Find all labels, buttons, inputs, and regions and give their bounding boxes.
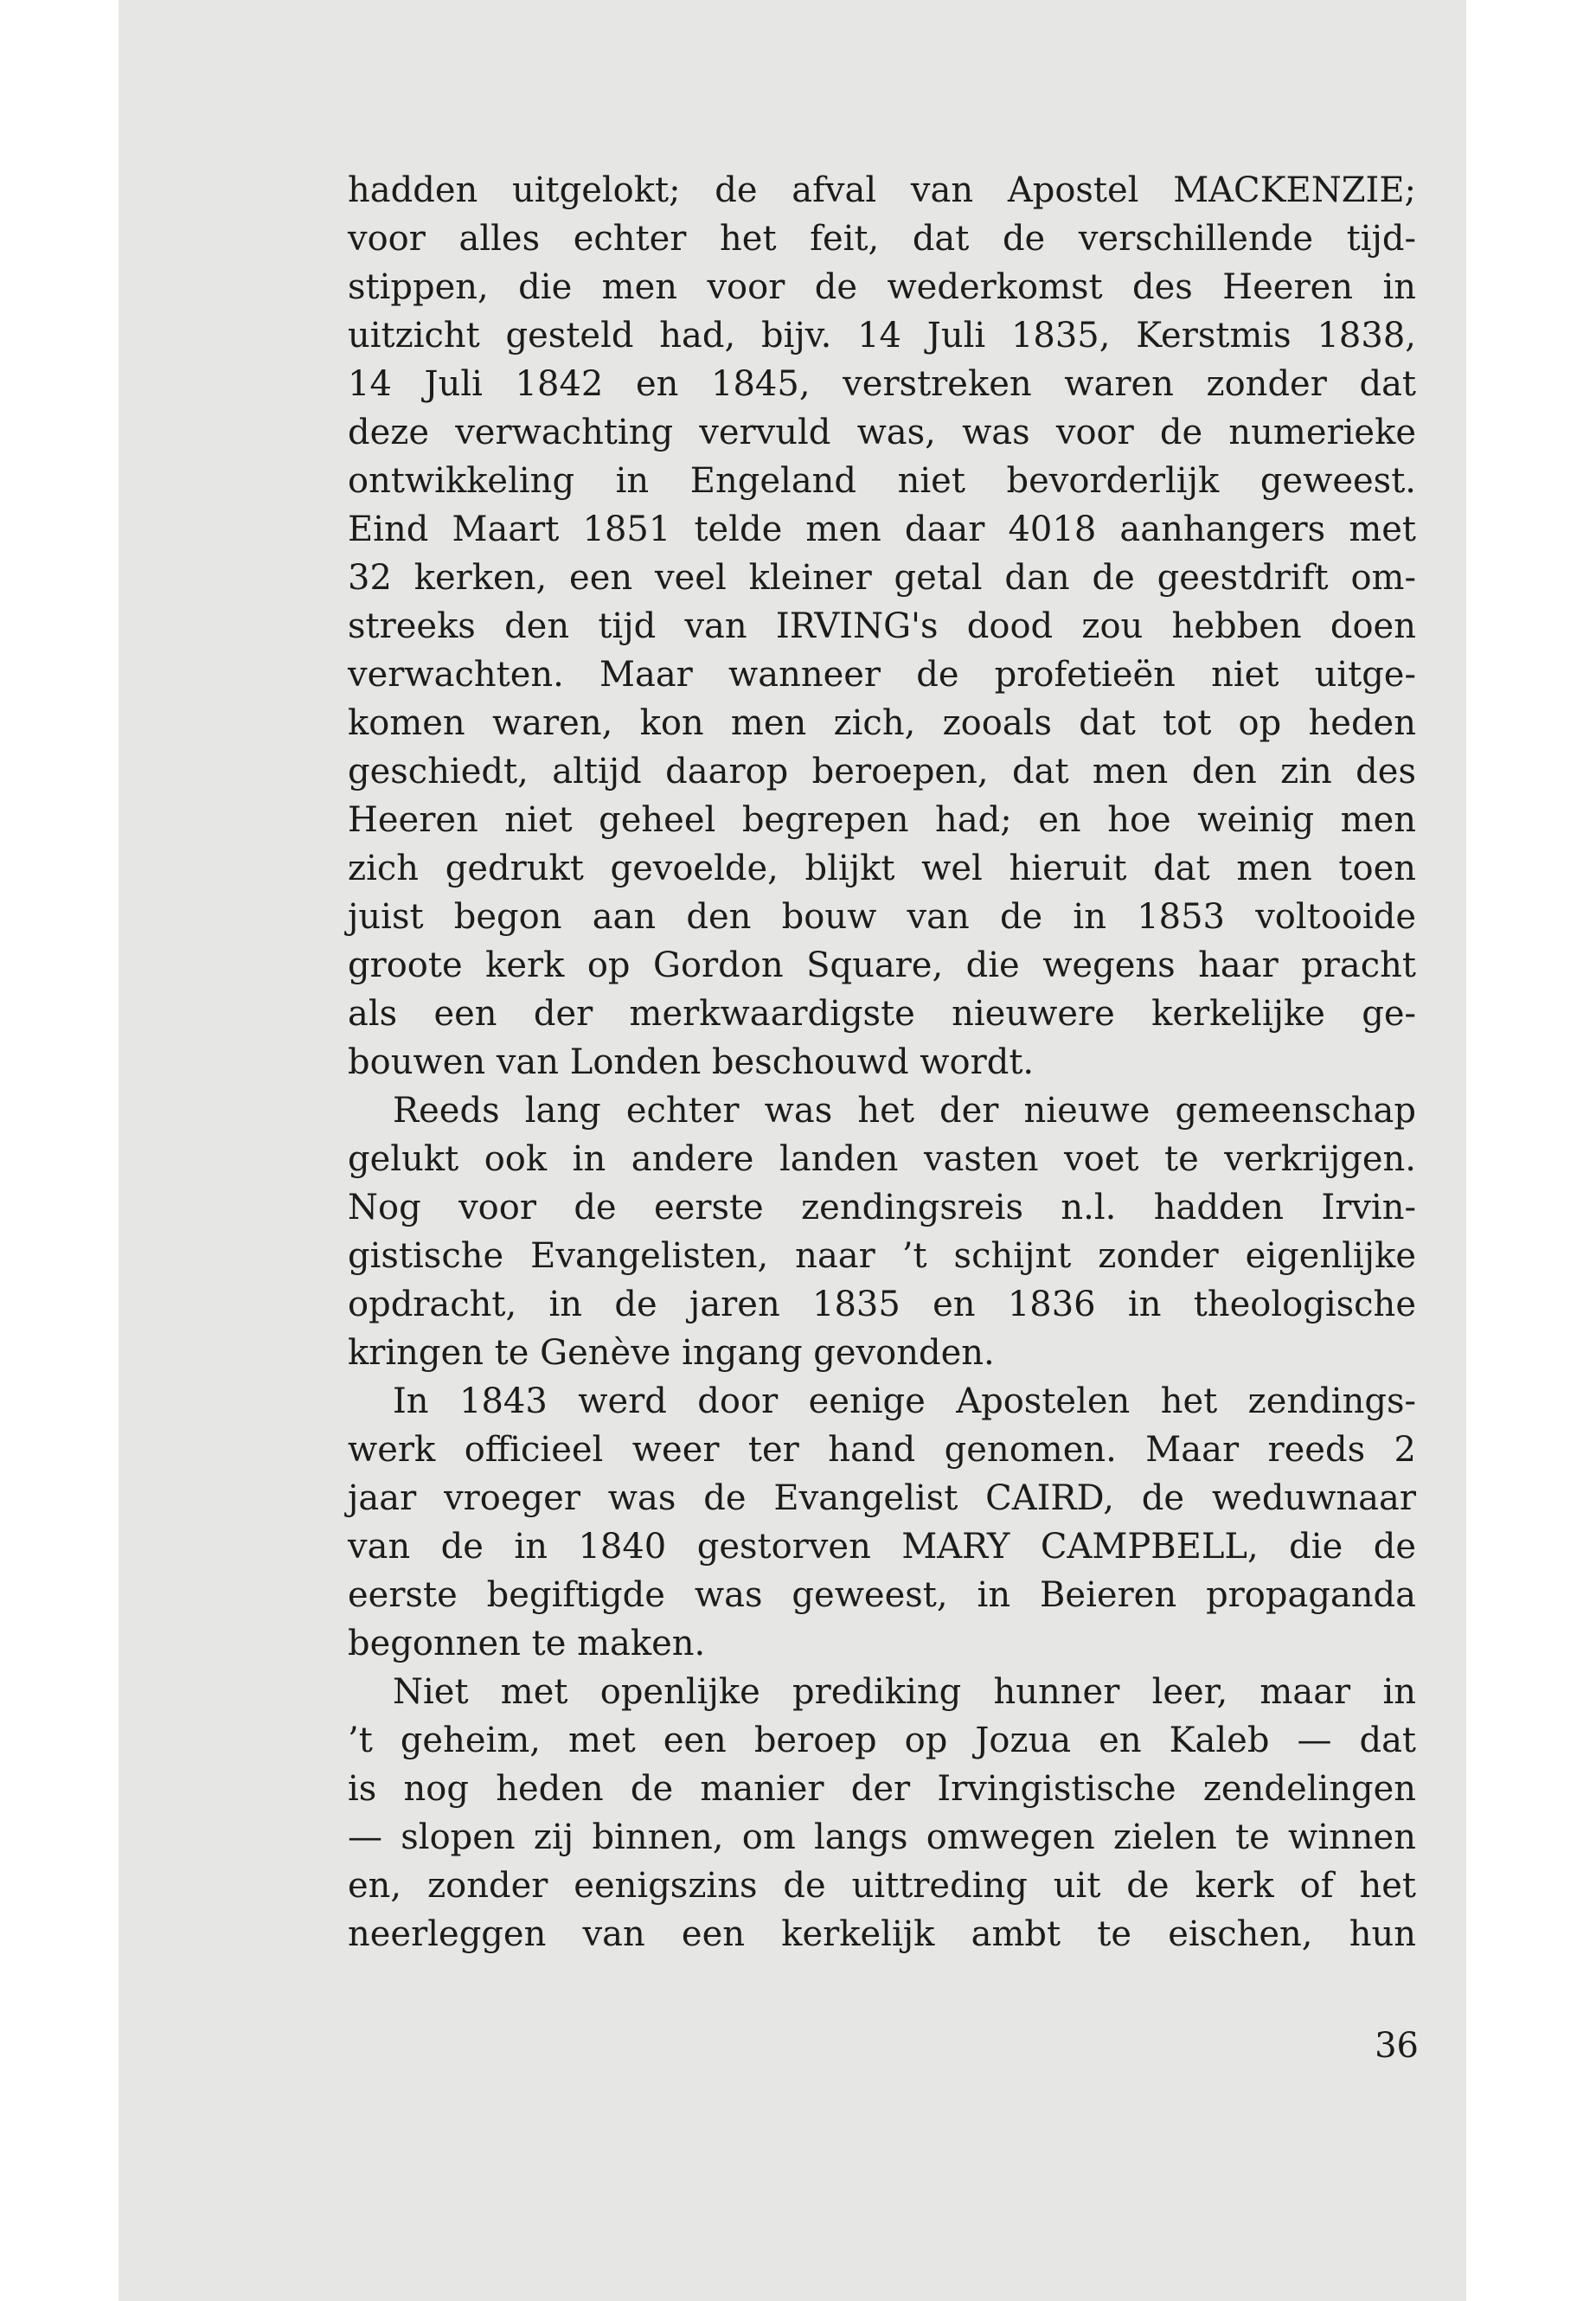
text-line: bouwen van Londen beschouwd wordt. xyxy=(348,1042,1035,1082)
text-line: is nog heden de manier der Irvingistische zendelingen xyxy=(348,1769,1416,1809)
text-line: Niet met openlijke prediking hunner leer, maar in xyxy=(393,1672,1416,1712)
body-text xyxy=(348,166,1416,1958)
text-line: jaar vroeger was de Evangelist CAIRD, de weduwnaar xyxy=(348,1478,1416,1518)
text-line: voor alles echter het feit, dat de verschillende tijd- xyxy=(348,219,1416,259)
text-line: eerste begiftigde was geweest, in Beieren propaganda xyxy=(348,1575,1416,1615)
text-line: begonnen te maken. xyxy=(348,1624,706,1663)
text-line: zich gedrukt gevoelde, blijkt wel hieruit dat men toen xyxy=(348,849,1416,888)
text-line: — slopen zij binnen, om langs omwegen zielen te winnen xyxy=(348,1817,1416,1857)
text-line: verwachten. Maar wanneer de profetieën niet uitge- xyxy=(348,655,1416,695)
text-line: 14 Juli 1842 en 1845, verstreken waren zonder dat xyxy=(348,364,1416,404)
text-line: hadden uitgelokt; de afval van Apostel MACKENZIE; xyxy=(348,170,1416,210)
text-line: Eind Maart 1851 telde men daar 4018 aanhangers met xyxy=(348,510,1416,549)
text-line: uitzicht gesteld had, bijv. 14 Juli 1835, Kerstmis 1838, xyxy=(348,316,1416,356)
text-line: kringen te Genève ingang gevonden. xyxy=(348,1333,995,1373)
text-line: Nog voor de eerste zendingsreis n.l. hadden Irvin- xyxy=(348,1188,1416,1227)
text-line: gistische Evangelisten, naar ’t schijnt zonder eigenlijke xyxy=(348,1236,1416,1276)
text-line: werk officieel weer ter hand genomen. Maar reeds 2 xyxy=(348,1430,1416,1470)
text-line: geschiedt, altijd daarop beroepen, dat men den zin des xyxy=(348,752,1416,792)
text-line: ’t geheim, met een beroep op Jozua en Kaleb — dat xyxy=(348,1721,1416,1760)
text-line: gelukt ook in andere landen vasten voet te verkrijgen. xyxy=(348,1139,1416,1179)
text-line: Reeds lang echter was het der nieuwe gemeenschap xyxy=(393,1091,1416,1131)
text-line: Heeren niet geheel begrepen had; en hoe weinig men xyxy=(348,800,1416,840)
text-line: streeks den tijd van IRVING's dood zou hebben doen xyxy=(348,606,1416,646)
text-line: 32 kerken, een veel kleiner getal dan de geestdrift om- xyxy=(348,558,1416,598)
text-line: stippen, die men voor de wederkomst des Heeren in xyxy=(348,267,1416,307)
text-line: en, zonder eenigszins de uittreding uit de kerk of het xyxy=(348,1866,1416,1906)
text-line: van de in 1840 gestorven MARY CAMPBELL, die de xyxy=(348,1527,1416,1567)
text-line: komen waren, kon men zich, zooals dat tot op heden xyxy=(348,703,1416,743)
text-line: groote kerk op Gordon Square, die wegens haar pracht xyxy=(348,945,1416,985)
text-line: ontwikkeling in Engeland niet bevorderlijk geweest. xyxy=(348,461,1416,501)
text-line: juist begon aan den bouw van de in 1853 voltooide xyxy=(348,897,1416,937)
text-line: In 1843 werd door eenige Apostelen het zendings- xyxy=(393,1381,1416,1421)
text-line: opdracht, in de jaren 1835 en 1836 in theologische xyxy=(348,1285,1416,1324)
text-line: deze verwachting vervuld was, was voor de numerieke xyxy=(348,413,1416,452)
text-line: als een der merkwaardigste nieuwere kerkelijke ge- xyxy=(348,994,1416,1034)
page-number: 36 xyxy=(1375,2026,1419,2066)
text-line: neerleggen van een kerkelijk ambt te eischen, hun xyxy=(348,1914,1416,1954)
